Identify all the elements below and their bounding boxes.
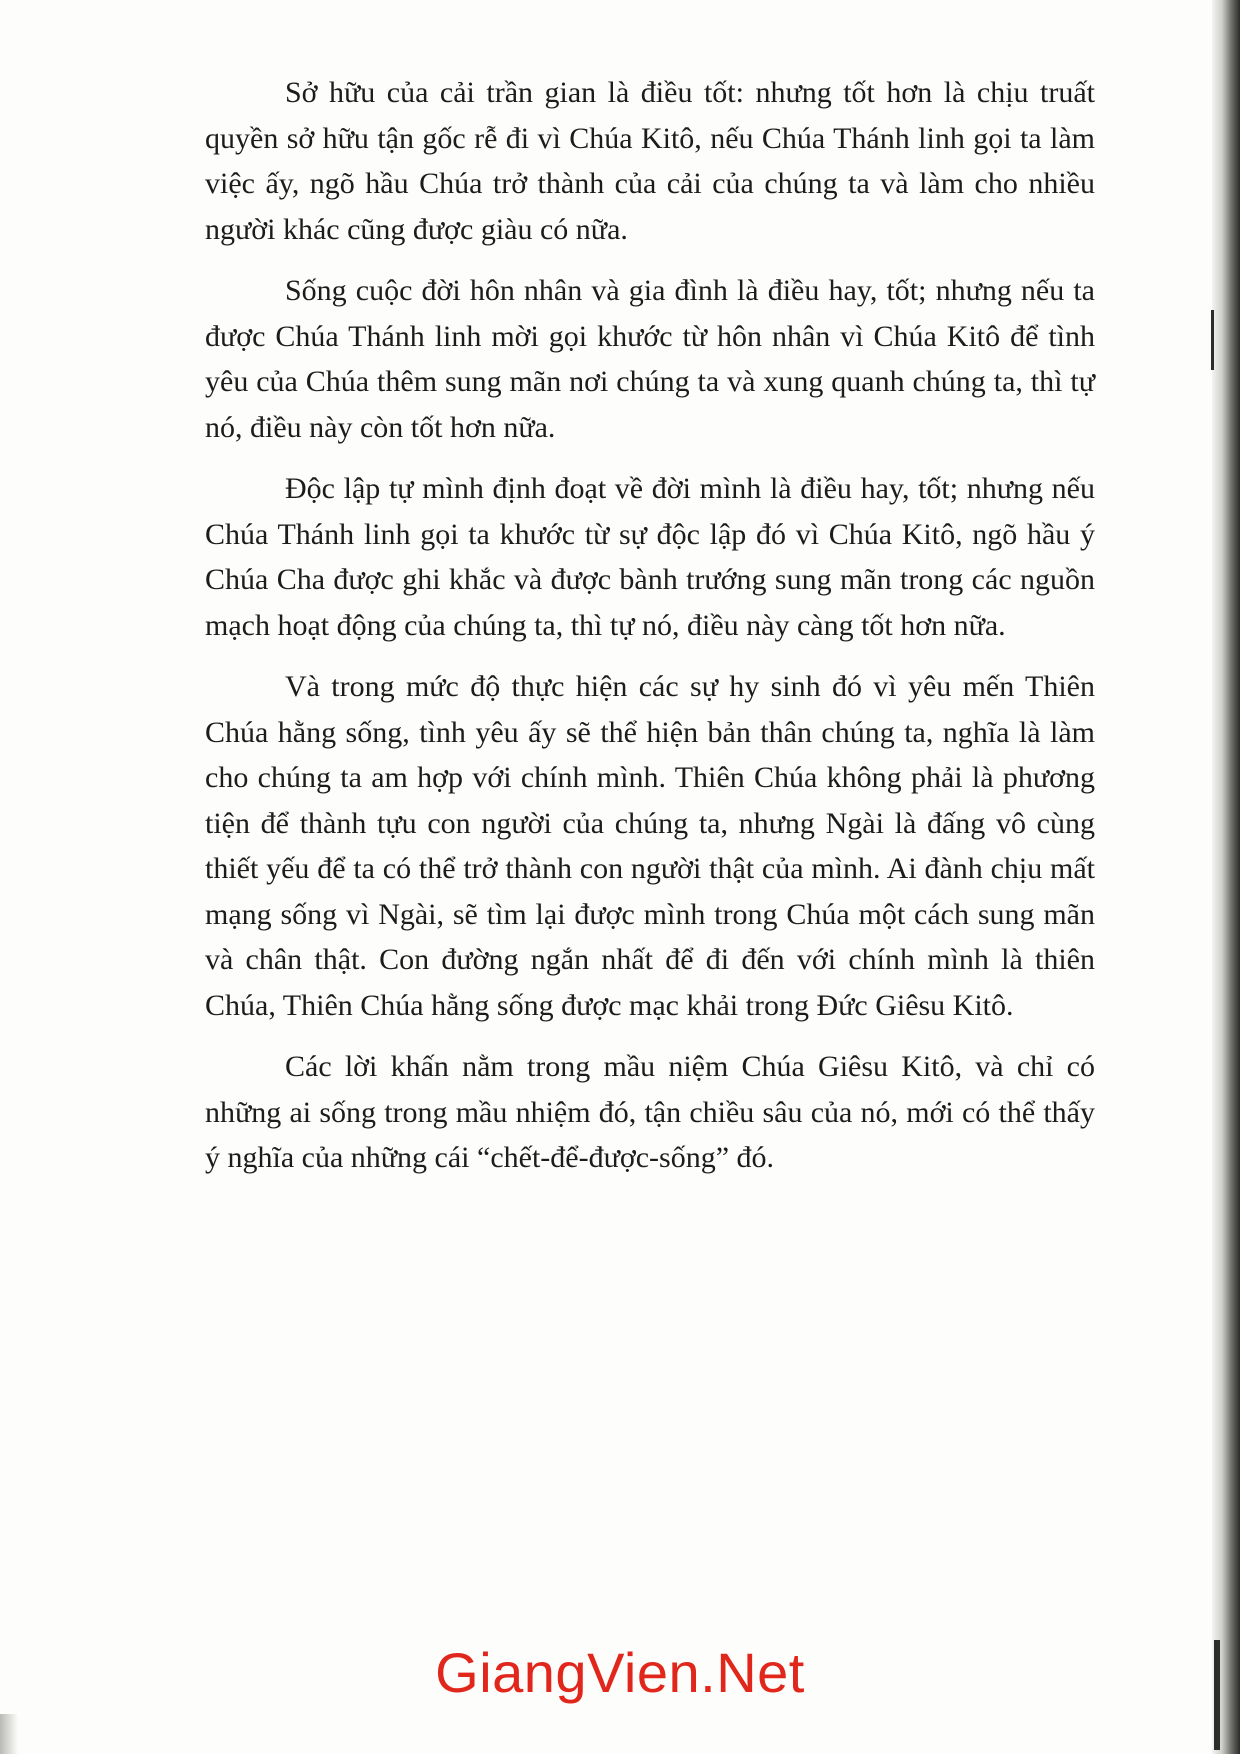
paragraph: Sở hữu của cải trần gian là điều tốt: nhưng tốt hơn là chịu truất quyền sở hữu tận gốc rễ đi vì Chúa Kitô, nếu Chúa Thánh linh gọi ta làm việc ấy, ngõ hầu Chúa trở thành của cải của chúng ta và làm cho nhiều người khác cũng được giàu có nữa. xyxy=(205,76,1095,246)
edge-mark xyxy=(1211,310,1214,370)
paragraph: Và trong mức độ thực hiện các sự hy sinh đó vì yêu mến Thiên Chúa hằng sống, tình yêu ấy sẽ thể hiện bản thân chúng ta, nghĩa là làm cho chúng ta am hợp với chính mình. Thiên Chúa không phải là phương tiện để thành tựu con người của chúng ta, nhưng Ngài là đấng vô cùng thiết yếu để ta có thể trở thành con người thật của mình. Ai đành chịu mất mạng sống vì Ngài, sẽ tìm lại được mình trong Chúa một cách sung mãn và chân thật. Con đường ngắn nhất để đi đến với chính mình là thiên Chúa, Thiên Chúa hằng sống được mạc khải trong Đức Giêsu Kitô. xyxy=(205,670,1095,1022)
watermark-text: GiangVien.Net xyxy=(435,1641,805,1704)
paragraph: Sống cuộc đời hôn nhân và gia đình là điều hay, tốt; nhưng nếu ta được Chúa Thánh linh mời gọi khước từ hôn nhân vì Chúa Kitô để tình yêu của Chúa thêm sung mãn nơi chúng ta và xung quanh chúng ta, thì tự nó, điều này còn tốt hơn nữa. xyxy=(205,274,1095,444)
paragraph: Các lời khấn nằm trong mầu niệm Chúa Giêsu Kitô, và chỉ có những ai sống trong mầu nhiệm đó, tận chiều sâu của nó, mới có thể thấy ý nghĩa của những cái “chết-để-được-sống” đó. xyxy=(205,1050,1095,1174)
corner-shadow xyxy=(0,1714,18,1754)
paragraph: Độc lập tự mình định đoạt về đời mình là điều hay, tốt; nhưng nếu Chúa Thánh linh gọi ta khước từ sự độc lập đó vì Chúa Kitô, ngõ hầu ý Chúa Cha được ghi khắc và được bành trướng sung mãn trong các nguồn mạch hoạt động của chúng ta, thì tự nó, điều này càng tốt hơn nữa. xyxy=(205,472,1095,642)
page-text-body xyxy=(205,70,1095,1197)
binding-edge-shadow xyxy=(1212,0,1240,1754)
